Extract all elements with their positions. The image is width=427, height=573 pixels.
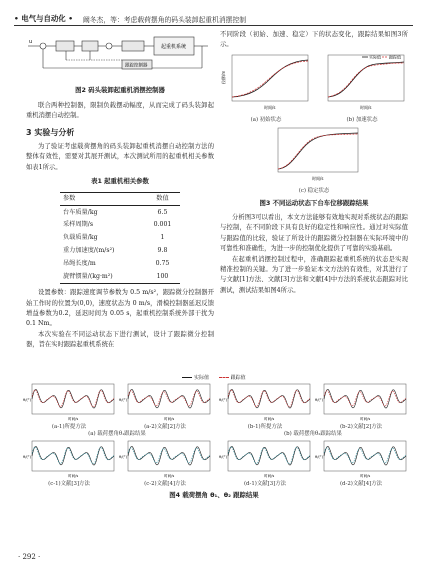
table-1-caption: 表1 起重机相关参数 — [91, 177, 149, 186]
table-row — [60, 258, 180, 271]
controller-block-diagram — [26, 30, 214, 78]
fig3-ylabel: 位移/m — [221, 70, 226, 84]
diagram-block-3 — [122, 41, 144, 51]
paragraph-comparison: 在起重机消摆控制过程中，准确跟踪起重机系统的状态是实现精准控制的关键。为了进一步验证本文方法的有效性，对其进行了与文献[1]方法、文献[3]方法和文献[4]中方法的系统状态跟踪对比测试，测试结果如图4所示。 — [220, 255, 408, 294]
fig4-xlabel: 时间/s — [68, 417, 79, 421]
table-cell: 6.5 — [157, 208, 168, 216]
fig4-ylabel: θ/(°) — [119, 455, 128, 459]
figure-3 — [220, 51, 408, 208]
fig4-ylabel: θ/(°) — [315, 455, 324, 459]
fig4-sublabel: (b-2)文献[2]方法 — [339, 424, 383, 430]
fig4-plot-d-2 — [314, 439, 408, 479]
section-heading-3: 3 实验与分析 — [26, 127, 75, 137]
fig3-xlabel-c: 时间/s — [312, 176, 324, 182]
page-number: · 292 · — [18, 553, 41, 561]
fig3-plot-a — [220, 51, 312, 113]
table-row — [60, 206, 180, 219]
running-header — [14, 8, 413, 26]
fig4-ylabel: θ/(°) — [219, 455, 228, 459]
tracking-controller-label: 跟踪控制器 — [125, 63, 148, 69]
fig4-xlabel: 时间/s — [360, 474, 371, 478]
fig4-sublabel: (d-2)文献[4]方法 — [339, 481, 383, 487]
fig4-xlabel: 时间/s — [164, 474, 175, 478]
fig4-sublabel: (c-2)文献[4]方法 — [144, 481, 186, 487]
table-row — [60, 232, 180, 245]
table-cell: 重力加速度/(m/s²) — [63, 246, 115, 254]
fig3-sublabel-a: (a) 初始状态 — [250, 117, 282, 124]
fig4-ylabel: θ/(°) — [219, 398, 228, 402]
paragraph-settings: 设置参数：跟踪速度调节参数为 0.5 m/s²，跟踪微分控制器开始工作时的位置为(0,0)，速度状态为 0 m/s，滑模控制器延迟反馈增益参数为0.2，延迟时间为 0.05 s，起重机控制系统外部干扰为 0.1 Nm。 — [26, 289, 214, 328]
paragraph-test: 本次实验在不同运动状态下进行测试，设计了跟踪微分控制器，旨在实时跟踪起重机系统在 — [26, 330, 214, 349]
fig3-legend-track: 跟踪值 — [389, 54, 401, 60]
table-cell: 吊绳长度/m — [63, 259, 96, 267]
paragraph-continued: 不同阶段（初始、加速、稳定）下的状态变化，跟踪结果如图3所示。 — [220, 31, 408, 49]
fig4-panel-group-b — [218, 382, 408, 439]
fig4-sublabel: (c-1)文献[3]方法 — [48, 481, 90, 487]
fig4-plot-grid — [22, 382, 406, 488]
fig3-plot-b — [316, 51, 408, 113]
fig4-plot-c-2 — [118, 439, 212, 479]
table-row — [60, 219, 180, 232]
table-cell: 负载质量/kg — [63, 234, 98, 242]
fig4-group-caption: (b) 载荷摆角θ₂跟踪结果 — [284, 431, 342, 437]
fig4-legend-actual: 实际值 — [193, 375, 209, 381]
left-column — [26, 30, 214, 351]
diagram-input-label: u — [29, 39, 33, 45]
crane-parameter-table — [60, 192, 180, 284]
fig4-plot-d-1 — [218, 439, 312, 479]
fig3-sublabel-c: (c) 稳定状态 — [298, 187, 330, 194]
article-title: 阚冬杰，等：考虑载荷摆角的码头装卸起重机消摆控制 — [82, 16, 247, 24]
table-cell: 100 — [145, 270, 180, 283]
fig4-xlabel: 时间/s — [360, 417, 371, 421]
diagram-block-1 — [56, 41, 74, 51]
paragraph-analysis: 分析图3可以看出，本文方法能够有效地实现对系统状态的跟踪与控制，在不同阶段下具有良好的稳定性和响应性。通过对实际值与跟踪值的比较，验证了所设计的跟踪微分控制器在实际环境中的可靠性和准确性，为进一步的控制优化提供了可靠的实验基础。 — [220, 214, 408, 253]
figure-4-caption: 图4 载荷摆角 θ₁、θ₂ 跟踪结果 — [169, 491, 259, 499]
table-cell: 采样周期/s — [63, 221, 94, 229]
fig4-plot-a-1 — [22, 382, 116, 422]
table-row — [60, 270, 180, 283]
fig4-group-caption: (a) 载荷摆角θ₁跟踪结果 — [88, 431, 146, 437]
fig4-ylabel: θ/(°) — [119, 398, 128, 402]
fig4-xlabel: 时间/s — [264, 417, 275, 421]
fig4-legend — [22, 374, 406, 381]
table-cell: 1 — [160, 234, 165, 242]
fig4-ylabel: θ/(°) — [23, 455, 32, 459]
paragraph-intro: 联合两种控制器，限制负载摆动幅度，从而完成了码头装卸起重机消摆自动控制。 — [26, 101, 214, 120]
journal-name: • 电气与自动化 • — [14, 14, 73, 23]
fig4-plot-b-2 — [314, 382, 408, 422]
fig4-ylabel: θ/(°) — [23, 398, 32, 402]
table-cell: 台车质量/kg — [63, 208, 98, 216]
figure-3-caption: 图3 不同运动状态下台车位移跟踪结果 — [259, 198, 369, 207]
right-column — [220, 30, 408, 296]
fig4-sublabel: (a-1)所提方法 — [51, 424, 87, 430]
fig4-panel-group-c — [22, 439, 212, 488]
crane-system-label: 起重机系统 — [161, 44, 187, 50]
diagram-block-2 — [82, 41, 98, 51]
fig4-legend-track: 跟踪值 — [230, 375, 246, 381]
table-cell: 9.8 — [157, 246, 168, 254]
table-header-param: 参数 — [60, 192, 145, 206]
fig4-plot-b-1 — [218, 382, 312, 422]
fig3-plot-c — [266, 125, 362, 183]
fig4-xlabel: 时间/s — [68, 474, 79, 478]
fig4-plot-c-1 — [22, 439, 116, 479]
fig3-legend-actual: 实际值 — [369, 54, 381, 60]
fig4-xlabel: 时间/s — [264, 474, 275, 478]
paragraph-experiment: 为了验证考虑载荷摆角的码头装卸起重机消摆自动控制方法的整体有效性，需要对其展开测试，本次测试所用的起重机相关参数如表1所示。 — [26, 143, 214, 171]
fig4-ylabel: θ/(°) — [315, 398, 324, 402]
fig4-panel-group-a — [22, 382, 212, 439]
fig3-xlabel: 时间/s — [264, 104, 276, 110]
fig3-sublabel-b: (b) 加速状态 — [346, 117, 378, 124]
fig4-sublabel: (d-1)文献[3]方法 — [243, 481, 287, 487]
fig4-sublabel: (b-1)所提方法 — [247, 424, 283, 430]
fig3-xlabel-b: 时间/s — [360, 104, 372, 110]
table-cell: 旋臂惯量/(kg·m²) — [60, 270, 145, 283]
table-row — [60, 245, 180, 258]
table-header-value: 数值 — [145, 192, 180, 206]
table-cell: 0.001 — [153, 221, 172, 229]
fig4-sublabel: (a-2)文献[2]方法 — [144, 424, 186, 430]
figure-4 — [22, 374, 406, 504]
fig4-plot-a-2 — [118, 382, 212, 422]
fig4-xlabel: 时间/s — [164, 417, 175, 421]
figure-2 — [26, 30, 214, 96]
table-cell: 0.75 — [155, 259, 170, 267]
fig4-panel-group-d — [218, 439, 408, 488]
figure-2-caption: 图2 码头装卸起重机消摆控制器 — [75, 86, 165, 95]
